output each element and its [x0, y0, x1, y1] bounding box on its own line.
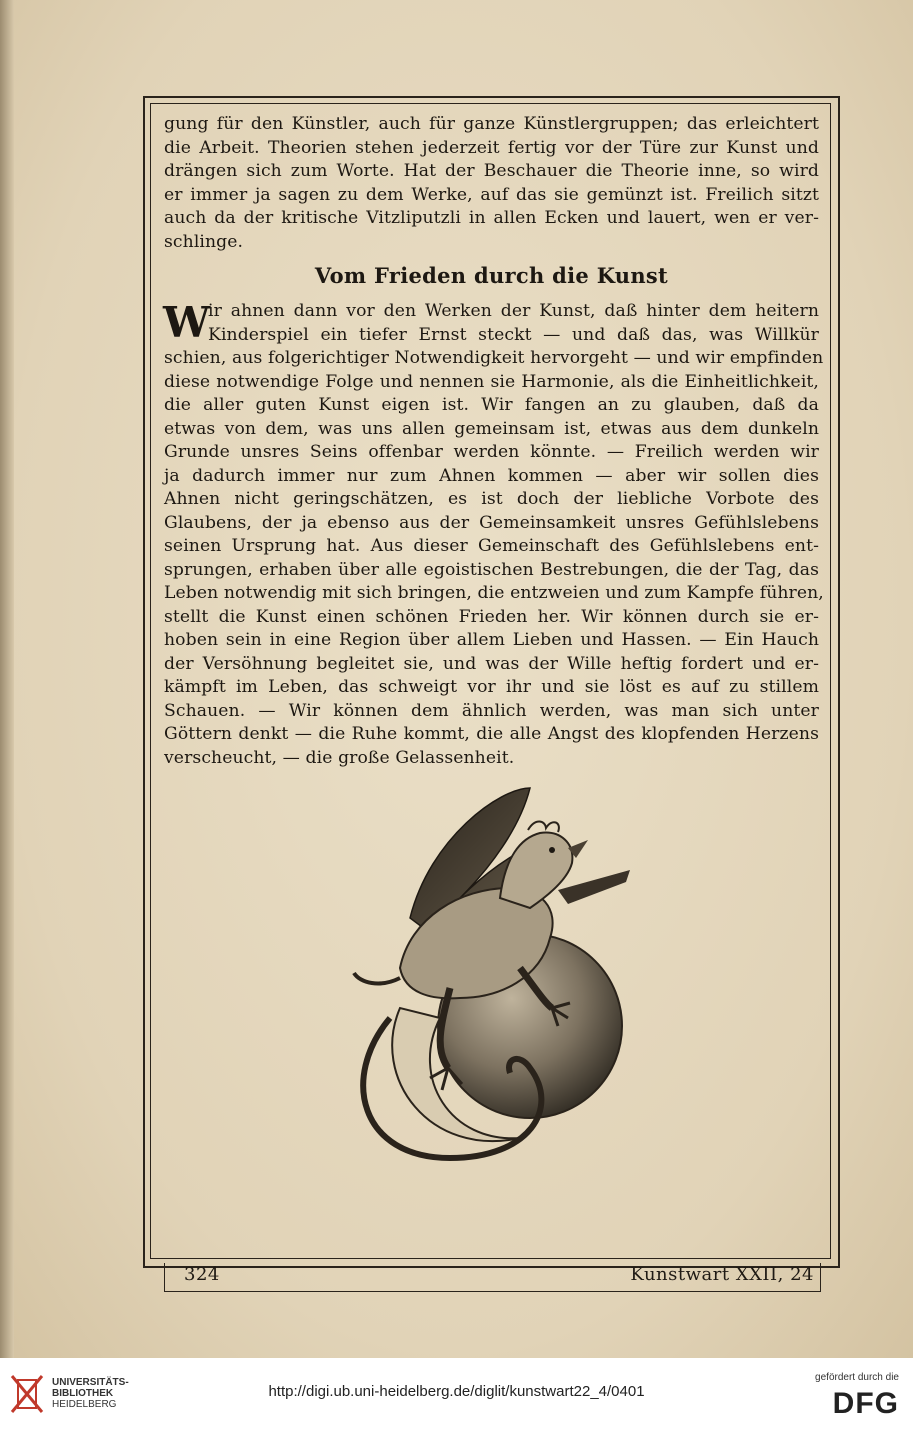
- griffin-on-globe-illustration: [330, 778, 650, 1168]
- library-name-line: HEIDELBERG: [52, 1399, 117, 1410]
- text-line: Ahnen nicht geringschätzen, es ist doch der liebliche Vorbote des: [164, 489, 819, 509]
- text-line: auch da der kritische Vitzliputzli in allen Ecken und lauert, wen er ver-: [164, 208, 819, 228]
- text-line: verscheucht, — die große Gelassenheit.: [164, 747, 515, 768]
- dfg-logo[interactable]: DFG: [832, 1387, 899, 1420]
- text-line: Grunde unsres Seins offenbar werden könnte. — Freilich werden wir: [164, 442, 819, 462]
- text-line: Leben notwendig mit sich bringen, die entzweien und zum Kampfe führen,: [164, 583, 824, 603]
- text-line: hoben sein in eine Region über allem Lieben und Hassen. — Ein Hauch: [164, 630, 819, 650]
- text-line: gung für den Künstler, auch für ganze Künstlergruppen; das erleichtert: [164, 114, 819, 134]
- text-line: diese notwendige Folge und nennen sie Harmonie, als die Einheitlichkeit,: [164, 371, 819, 392]
- library-name-line: BIBLIOTHEK: [52, 1388, 114, 1399]
- paragraph-2: [164, 300, 824, 770]
- text-line: Schauen. — Wir können dem ähnlich werden, was man sich unter: [164, 700, 819, 721]
- permalink-url[interactable]: http://digi.ub.uni-heidelberg.de/diglit/kunstwart22_4/0401: [268, 1383, 645, 1400]
- text-line: schlinge.: [164, 231, 244, 252]
- text-line: Kinderspiel ein tiefer Ernst steckt — und daß das, was Willkür: [208, 324, 819, 345]
- text-line: ja dadurch immer nur zum Ahnen kommen — aber wir sollen dies: [164, 465, 819, 486]
- text-line: die Arbeit. Theorien stehen jederzeit fertig vor der Türe zur Kunst und: [164, 137, 819, 158]
- text-line: schien, aus folgerichtiger Notwendigkeit hervorgeht — und wir empfinden: [164, 348, 824, 368]
- library-name-line: UNIVERSITÄTS-: [52, 1377, 129, 1388]
- text-line: die aller guten Kunst eigen ist. Wir fangen an zu glauben, daß da: [164, 395, 819, 415]
- text-line: Göttern denkt — die Ruhe kommt, die alle Angst des klopfenden Herzens: [164, 724, 819, 744]
- drop-cap: W: [163, 298, 211, 347]
- paragraph-1: [164, 113, 819, 254]
- text-line: er immer ja sagen zu dem Werke, auf das sie gemünzt ist. Freilich sitzt: [164, 184, 819, 205]
- journal-reference: Kunstwart XXII, 24: [630, 1264, 814, 1285]
- funding-label: gefördert durch die: [815, 1372, 899, 1383]
- text-line: seinen Ursprung hat. Aus dieser Gemeinschaft des Gefühlslebens ent-: [164, 536, 819, 556]
- text-line: ir ahnen dann vor den Werken der Kunst, daß hinter dem heitern: [208, 301, 819, 321]
- text-line: sprungen, erhaben über alle egoistischen Bestrebungen, die der Tag, das: [164, 559, 819, 580]
- text-line: drängen sich zum Worte. Hat der Beschauer die Theorie inne, so wird: [164, 161, 819, 181]
- text-line: Glaubens, der ja ebenso aus der Gemeinsamkeit unsres Gefühlslebens: [164, 512, 819, 533]
- page-number: 324: [184, 1264, 220, 1285]
- text-line: etwas von dem, was uns allen gemeinsam ist, etwas aus dem dunkeln: [164, 418, 819, 439]
- text-line: der Versöhnung begleitet sie, und was der Wille heftig fordert und er-: [164, 653, 819, 674]
- text-line: stellt die Kunst einen schönen Frieden her. Wir können durch sie er-: [164, 606, 819, 627]
- page-edge: [0, 0, 14, 1358]
- section-heading: Vom Frieden durch die Kunst: [314, 263, 669, 288]
- text-line: kämpft im Leben, das schweigt vor ihr und sie löst es auf zu stillem: [164, 677, 819, 697]
